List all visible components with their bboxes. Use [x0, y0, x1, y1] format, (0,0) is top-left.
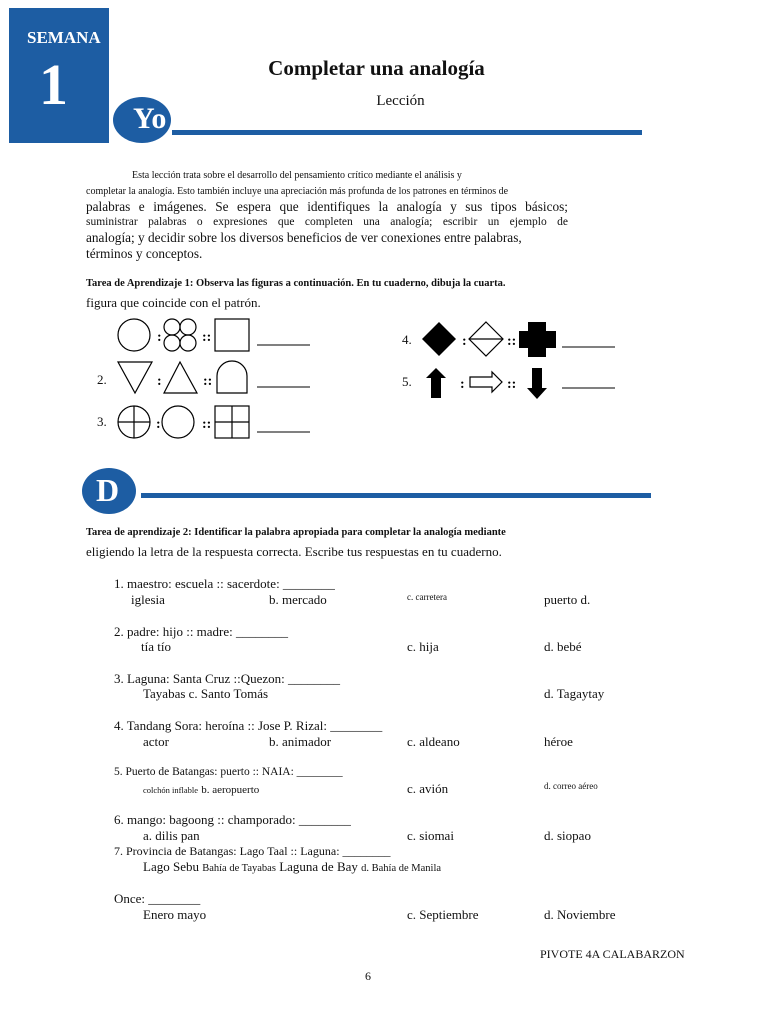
- analogy-row-2: [117, 360, 317, 400]
- option-c: Laguna de Bay: [279, 859, 358, 874]
- filled-cross-shape: [519, 322, 556, 357]
- d-badge-label: D: [96, 472, 120, 508]
- analogy-row-1: [117, 318, 317, 358]
- yo-badge: [113, 97, 171, 143]
- option-a: tía tío: [141, 639, 171, 654]
- colon: :: [157, 374, 162, 389]
- option-b: b. aeropuerto: [201, 784, 260, 796]
- question-8: Once: ________: [114, 891, 201, 906]
- week-number: 1: [39, 52, 68, 117]
- question-1: 1. maestro: escuela :: sacerdote: ________: [114, 576, 335, 591]
- option-d: d. bebé: [544, 639, 582, 654]
- option-d: d. correo aéreo: [544, 781, 598, 791]
- analogy-row-5: [422, 365, 622, 405]
- colon: :: [157, 330, 162, 345]
- question-7-options: [143, 859, 441, 875]
- question-3: 3. Laguna: Santa Cruz ::Quezon: ________: [114, 671, 341, 686]
- arch-shape: [217, 361, 247, 393]
- double-colon: ::: [202, 417, 212, 432]
- analogy-row-4: [422, 322, 622, 362]
- option-d: d. Tagaytay: [544, 686, 605, 701]
- task2-heading: Tarea de aprendizaje 2: Identificar la palabra apropiada para completar la analogía mediante: [86, 527, 506, 538]
- question-7: 7. Provincia de Batangas: Lago Taal :: Laguna: ________: [114, 844, 391, 858]
- option-c: c. Septiembre: [407, 907, 479, 922]
- double-colon: ::: [202, 330, 212, 345]
- filled-diamond-shape: [422, 322, 456, 356]
- option-d: héroe: [544, 734, 573, 749]
- footer-label: PIVOTE 4A CALABARZON: [540, 947, 685, 961]
- option-c: c. hija: [407, 639, 439, 654]
- option-a: iglesia: [131, 592, 165, 607]
- header-rule: [172, 130, 642, 135]
- option-a: Lago Sebu: [143, 859, 199, 874]
- double-colon: ::: [507, 334, 517, 349]
- intro-line: suministrar palabras o expresiones que completen una analogía; escribir un ejemplo de: [86, 215, 568, 228]
- week-label: SEMANA: [27, 28, 101, 47]
- task1-subheading: figura que coincide con el patrón.: [86, 295, 261, 310]
- page-subtitle: Lección: [376, 93, 425, 109]
- intro-line: Esta lección trata sobre el desarrollo del pensamiento crítico mediante el análisis y: [132, 170, 462, 181]
- circle-shape: [118, 319, 150, 351]
- square-shape: [215, 319, 249, 351]
- colon: :: [156, 417, 161, 432]
- double-colon: ::: [507, 377, 517, 392]
- option-a-b: [143, 781, 259, 797]
- question-6: 6. mango: bagoong :: champorado: ________: [114, 812, 351, 827]
- d-badge: [82, 468, 136, 514]
- split-diamond-shape: [469, 322, 503, 356]
- option-d: d. Noviembre: [544, 907, 616, 922]
- option-d: puerto d.: [544, 592, 591, 607]
- option-c: c. avión: [407, 781, 449, 796]
- option-a: Enero mayo: [143, 907, 207, 922]
- option-a: Tayabas c. Santo Tomás: [143, 686, 269, 701]
- analogy-row-3: [117, 405, 317, 445]
- item-number: 2.: [97, 372, 107, 387]
- intro-line: analogía; y decidir sobre los diversos beneficios de ver conexiones entre palabras,: [86, 230, 522, 245]
- item-number: 5.: [402, 374, 412, 389]
- option-c: c. carretera: [407, 592, 447, 602]
- option-d: d. siopao: [544, 828, 591, 843]
- question-4: 4. Tandang Sora: heroína :: Jose P. Rizal: ________: [114, 718, 383, 733]
- page-title: Completar una analogía: [268, 56, 485, 80]
- intro-line: palabras e imágenes. Se espera que identifiques la analogía y sus tipos básicos;: [86, 199, 568, 214]
- option-c: c. siomai: [407, 828, 454, 843]
- item-number: 3.: [97, 414, 107, 429]
- intro-line: completar la analogía. Esto también incluye una apreciación más profunda de los patrones en términos de: [86, 185, 509, 197]
- page-number: 6: [365, 969, 371, 983]
- option-a: actor: [143, 734, 169, 749]
- option-d: d. Bahía de Manila: [361, 863, 442, 874]
- intro-line: términos y conceptos.: [86, 245, 203, 261]
- task2-subheading: eligiendo la letra de la respuesta correcta. Escribe tus respuestas en tu cuaderno.: [86, 544, 502, 559]
- double-colon: ::: [203, 374, 213, 389]
- four-circles-shape: [164, 319, 196, 351]
- task1-heading: Tarea de Aprendizaje 1: Observa las figuras a continuación. En tu cuaderno, dibuja la cuarta.: [86, 278, 506, 289]
- option-a: colchón inflable: [143, 785, 198, 795]
- colon: :: [460, 377, 465, 392]
- colon: :: [462, 334, 467, 349]
- triangle-down-shape: [118, 362, 152, 393]
- section-d-rule: [141, 493, 651, 498]
- option-a: a. dilis pan: [143, 828, 200, 843]
- intro-paragraph: [86, 168, 568, 261]
- question-5: 5. Puerto de Batangas: puerto :: NAIA: ________: [114, 766, 343, 778]
- right-arrow-outline-shape: [470, 372, 502, 392]
- triangle-up-shape: [164, 362, 197, 393]
- yo-badge-label: Yo: [133, 102, 167, 135]
- item-number: 4.: [402, 332, 412, 347]
- up-arrow-shape: [426, 368, 446, 398]
- down-arrow-shape: [527, 368, 547, 399]
- option-b: Bahía de Tayabas: [202, 863, 276, 874]
- option-c: c. aldeano: [407, 734, 460, 749]
- question-2: 2. padre: hijo :: madre: ________: [114, 624, 289, 639]
- circle-shape: [162, 406, 194, 438]
- option-b: b. mercado: [269, 592, 327, 607]
- option-b: b. animador: [269, 734, 332, 749]
